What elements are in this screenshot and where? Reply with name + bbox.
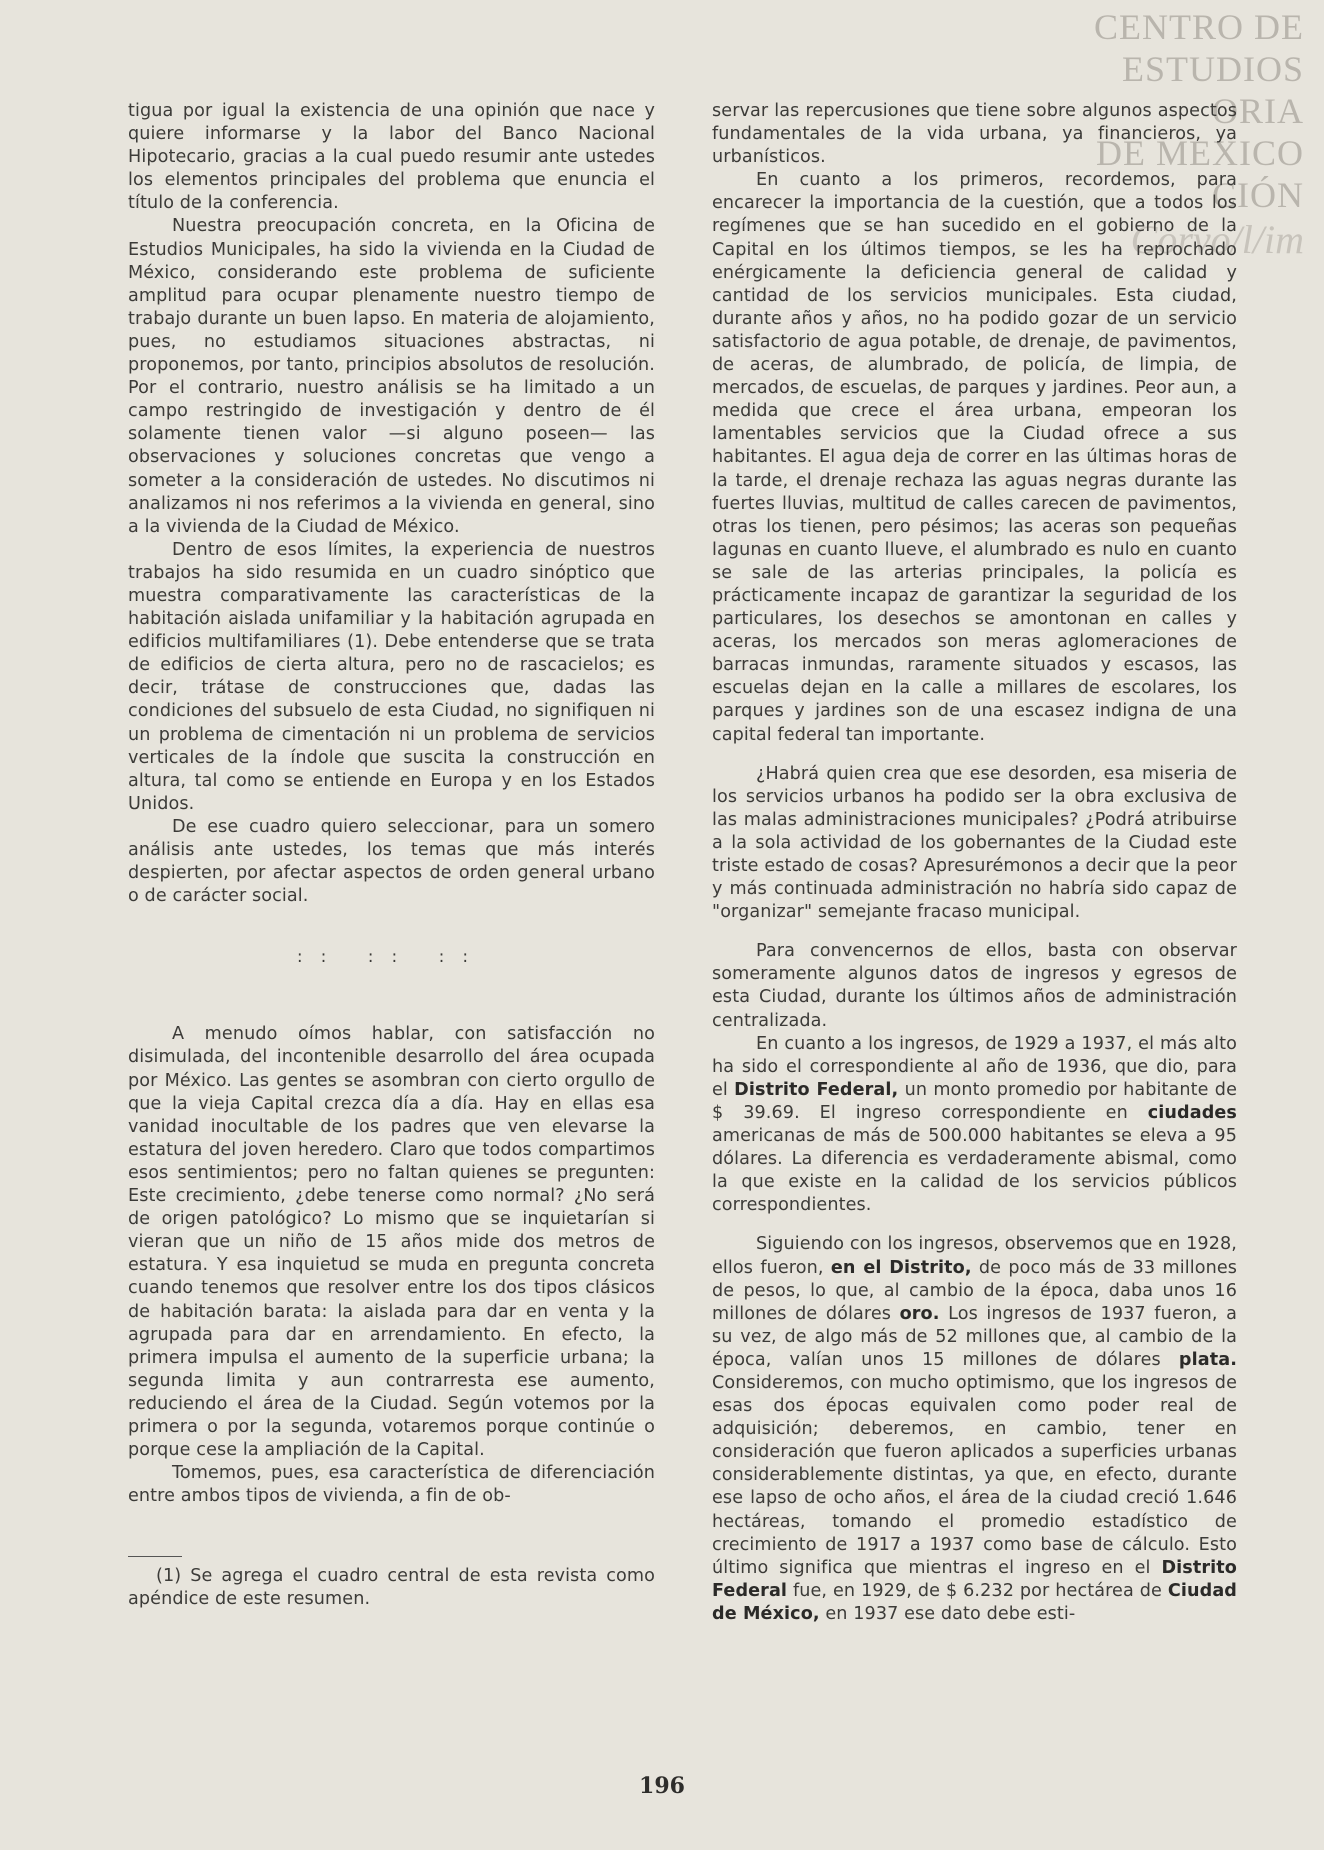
paragraph-gap (712, 1217, 1237, 1233)
text-run: Los ingresos de 1937 fueron, a su vez, de algo más de 52 millones que, al cambio de la época, valían unos 15 millones de dólares (712, 1303, 1237, 1370)
right-paragraph-6 (712, 1233, 1237, 1626)
footnote-rule (128, 1556, 182, 1557)
watermark-line-2: ESTUDIOS (1121, 49, 1304, 89)
bold-term: Ciudad de México, (712, 1580, 1237, 1624)
left-paragraph-3: Dentro de esos límites, la experiencia de nuestros trabajos ha sido resumida en un cuadro sinóptico que muestra comparativamente las características de la habitación aislada unifamiliar y la habitación agrupada en edificios multifamiliares (1). Debe entenderse que se trata de edificios de cierta altura, pero no de rascacielos; es decir, trátase de construcciones que, dadas las condiciones del subsuelo de esta Ciudad, no signifiquen ni un problema de cimentación ni un problema de servicios verticales de la índole que suscita la construcción en altura, tal como se entiende en Europa y en los Estados Unidos. (128, 539, 655, 814)
left-column (128, 100, 655, 1612)
paragraph-gap (712, 924, 1237, 940)
text-run: fue, en 1929, de $ 6.232 por hectárea de (787, 1580, 1168, 1601)
text-run: Siguiendo con los ingresos, observemos que en 1928, ellos fueron, (712, 1234, 1237, 1278)
watermark-line-1: CENTRO DE (1094, 7, 1304, 47)
watermark-line-4: DE MEXICO (1096, 133, 1304, 173)
watermark-signature: Corvo/l/im (1130, 217, 1304, 262)
section-separator: :: :: :: (296, 947, 487, 968)
bold-term: ciudades (1147, 1102, 1237, 1123)
bold-term: en el Distrito, (830, 1257, 972, 1278)
text-run: Consideremos, con mucho optimismo, que los ingresos de esas dos épocas equivalen como poder real de adquisición; deberemos, en cambio, tener en consideración que fueron aplicados a superficies urbanas considerablemente distintas, ya que, en efecto, durante ese lapso de ocho años, el área de la ciudad creció 1.646 hectáreas, tomando el promedio estadístico de crecimiento de 1917 a 1937 como base de cálculo. Esto último significa que mientras el ingreso en el (712, 1372, 1237, 1578)
footnote-text: (1) Se agrega el cuadro central de esta revista como apéndice de este resumen. (128, 1566, 655, 1610)
bold-term: Distrito Federal (712, 1557, 1237, 1601)
left-paragraph-5: A menudo oímos hablar, con satisfacción no disimulada, del incontenible desarrollo del área ocupada por México. Las gentes se asombran con cierto orgullo de que la vieja Capital crezca día a día. Hay en ellas esa vanidad inocultable de los padres que ven elevarse la estatura del joven heredero. Claro que todos compartimos esos sentimientos; pero no faltan quienes se pregunten: Este crecimiento, ¿debe tenerse como normal? ¿No será de origen patológico? Lo mismo que se inquietarían si vieran que un niño de 15 años mide dos metros de estatura. Y esa inquietud se muda en pregunta concreta cuando tenemos que resolver entre los dos tipos clásicos de habitación barata: la aislada para dar en venta y la agrupada para dar en arrendamiento. En efecto, la primera impulsa el aumento de la superficie urbana; la segunda limita y aun contrarresta ese aumento, reduciendo el área de la Ciudad. Según votemos por la primera o por la segunda, votaremos porque continúe o porque cese la ampliación de la Capital. (128, 1024, 655, 1461)
watermark-line-5: CIÓN (1212, 175, 1304, 215)
right-paragraph-3: ¿Habrá quien crea que ese desorden, esa miseria de los servicios urbanos ha podido ser la obra exclusiva de las malas administraciones municipales? ¿Podrá atribuirse a la sola actividad de los gobernantes de la Ciudad este triste estado de cosas? Apresurémonos a decir que la peor y más continuada administración no habría sido capaz de "organizar" semejante fracaso municipal. (712, 763, 1237, 923)
bold-term: oro. (899, 1303, 940, 1324)
bold-term: plata. (1178, 1349, 1237, 1370)
left-paragraph-2: Nuestra preocupación concreta, en la Oficina de Estudios Municipales, ha sido la vivienda en la Ciudad de México, considerando este problema de suficiente amplitud para ocupar plenamente nuestro tiempo de trabajo durante un buen lapso. En materia de alojamiento, pues, no estudiamos situaciones abstractas, ni proponemos, por tanto, principios absolutos de resolución. Por el contrario, nuestro análisis se ha limitado a un campo restringido de investigación y dentro de él solamente tienen valor —si alguno poseen— las observaciones y soluciones concretas que vengo a someter a la consideración de ustedes. No discutimos ni analizamos ni nos referimos a la vivienda en general, sino a la vivienda de la Ciudad de México. (128, 216, 655, 537)
paragraph-gap (712, 747, 1237, 763)
watermark-line-3: ORIA (1212, 91, 1304, 131)
left-paragraph-4: De ese cuadro quiero seleccionar, para un somero análisis ante ustedes, los temas que más interés despierten, por afectar aspectos de orden general urbano o de carácter social. (128, 816, 655, 907)
right-paragraph-2: En cuanto a los primeros, recordemos, para encarecer la importancia de la cuestión, que a todos los regímenes que se han sucedido en el gobierno de la Capital en los últimos tiempos, se les ha reprochado enérgicamente la deficiencia general de calidad y cantidad de los servicios municipales. Esta ciudad, durante años y años, no ha podido gozar de un servicio satisfactorio de agua potable, de drenaje, de pavimentos, de aceras, de alumbrado, de policía, de limpia, de mercados, de escuelas, de parques y jardines. Peor aun, a medida que crece el área urbana, empeoran los lamentables servicios que la Ciudad ofrece a sus habitantes. El agua deja de correr en las últimas horas de la tarde, el drenaje rechaza las aguas negras durante las fuertes lluvias, multitud de calles carecen de pavimentos, otras los tienen, pero pésimos; las aceras son pequeñas lagunas en cuanto llueve, el alumbrado es nulo en cuanto se sale de las arterias principales, la policía es prácticamente incapaz de garantizar la seguridad de los particulares, los desechos se amontonan en calles y aceras, los mercados son meras aglomeraciones de barracas inmundas, raramente situados y escasos, las escuelas dejan en la calle a millares de escolares, los parques y jardines son de una escasez indigna de una capital federal tan importante. (712, 170, 1237, 745)
left-paragraph-1: tigua por igual la existencia de una opinión que nace y quiere informarse y la labor del Banco Nacional Hipotecario, gracias a la cual puedo resumir ante ustedes los elementos principales del problema que enuncia el título de la conferencia. (128, 101, 655, 214)
bold-term: Distrito Federal, (734, 1079, 899, 1100)
right-paragraph-5 (712, 1033, 1237, 1218)
left-paragraph-6: Tomemos, pues, esa característica de diferenciación entre ambos tipos de vivienda, a fin de ob- (128, 1463, 655, 1507)
right-paragraph-1: servar las repercusiones que tiene sobre algunos aspectos fundamentales de la vida urbana, ya financieros, ya urbanísticos. (712, 101, 1237, 168)
page-number: 196 (639, 1773, 685, 1799)
text-run: un monto promedio por habitante de $ 39.69. El ingreso correspondiente en (712, 1079, 1237, 1123)
text-run: en 1937 ese dato debe esti- (819, 1603, 1076, 1624)
text-run: americanas de más de 500.000 habitantes se eleva a 95 dólares. La diferencia es verdaderamente abismal, como la que existe en la calidad de los servicios públicos correspondientes. (712, 1126, 1237, 1216)
footnote (128, 1565, 655, 1611)
right-column (712, 100, 1237, 1626)
text-run: En cuanto a los ingresos, de 1929 a 1937, el más alto ha sido el correspondiente al año de 1936, que dio, para el (712, 1033, 1237, 1100)
right-paragraph-4: Para convencernos de ellos, basta con observar someramente algunos datos de ingresos y egresos de esta Ciudad, durante los últimos años de administración centralizada. (712, 941, 1237, 1031)
text-run: de poco más de 33 millones de pesos, lo que, al cambio de la época, daba unos 16 millones de dólares (712, 1257, 1238, 1324)
